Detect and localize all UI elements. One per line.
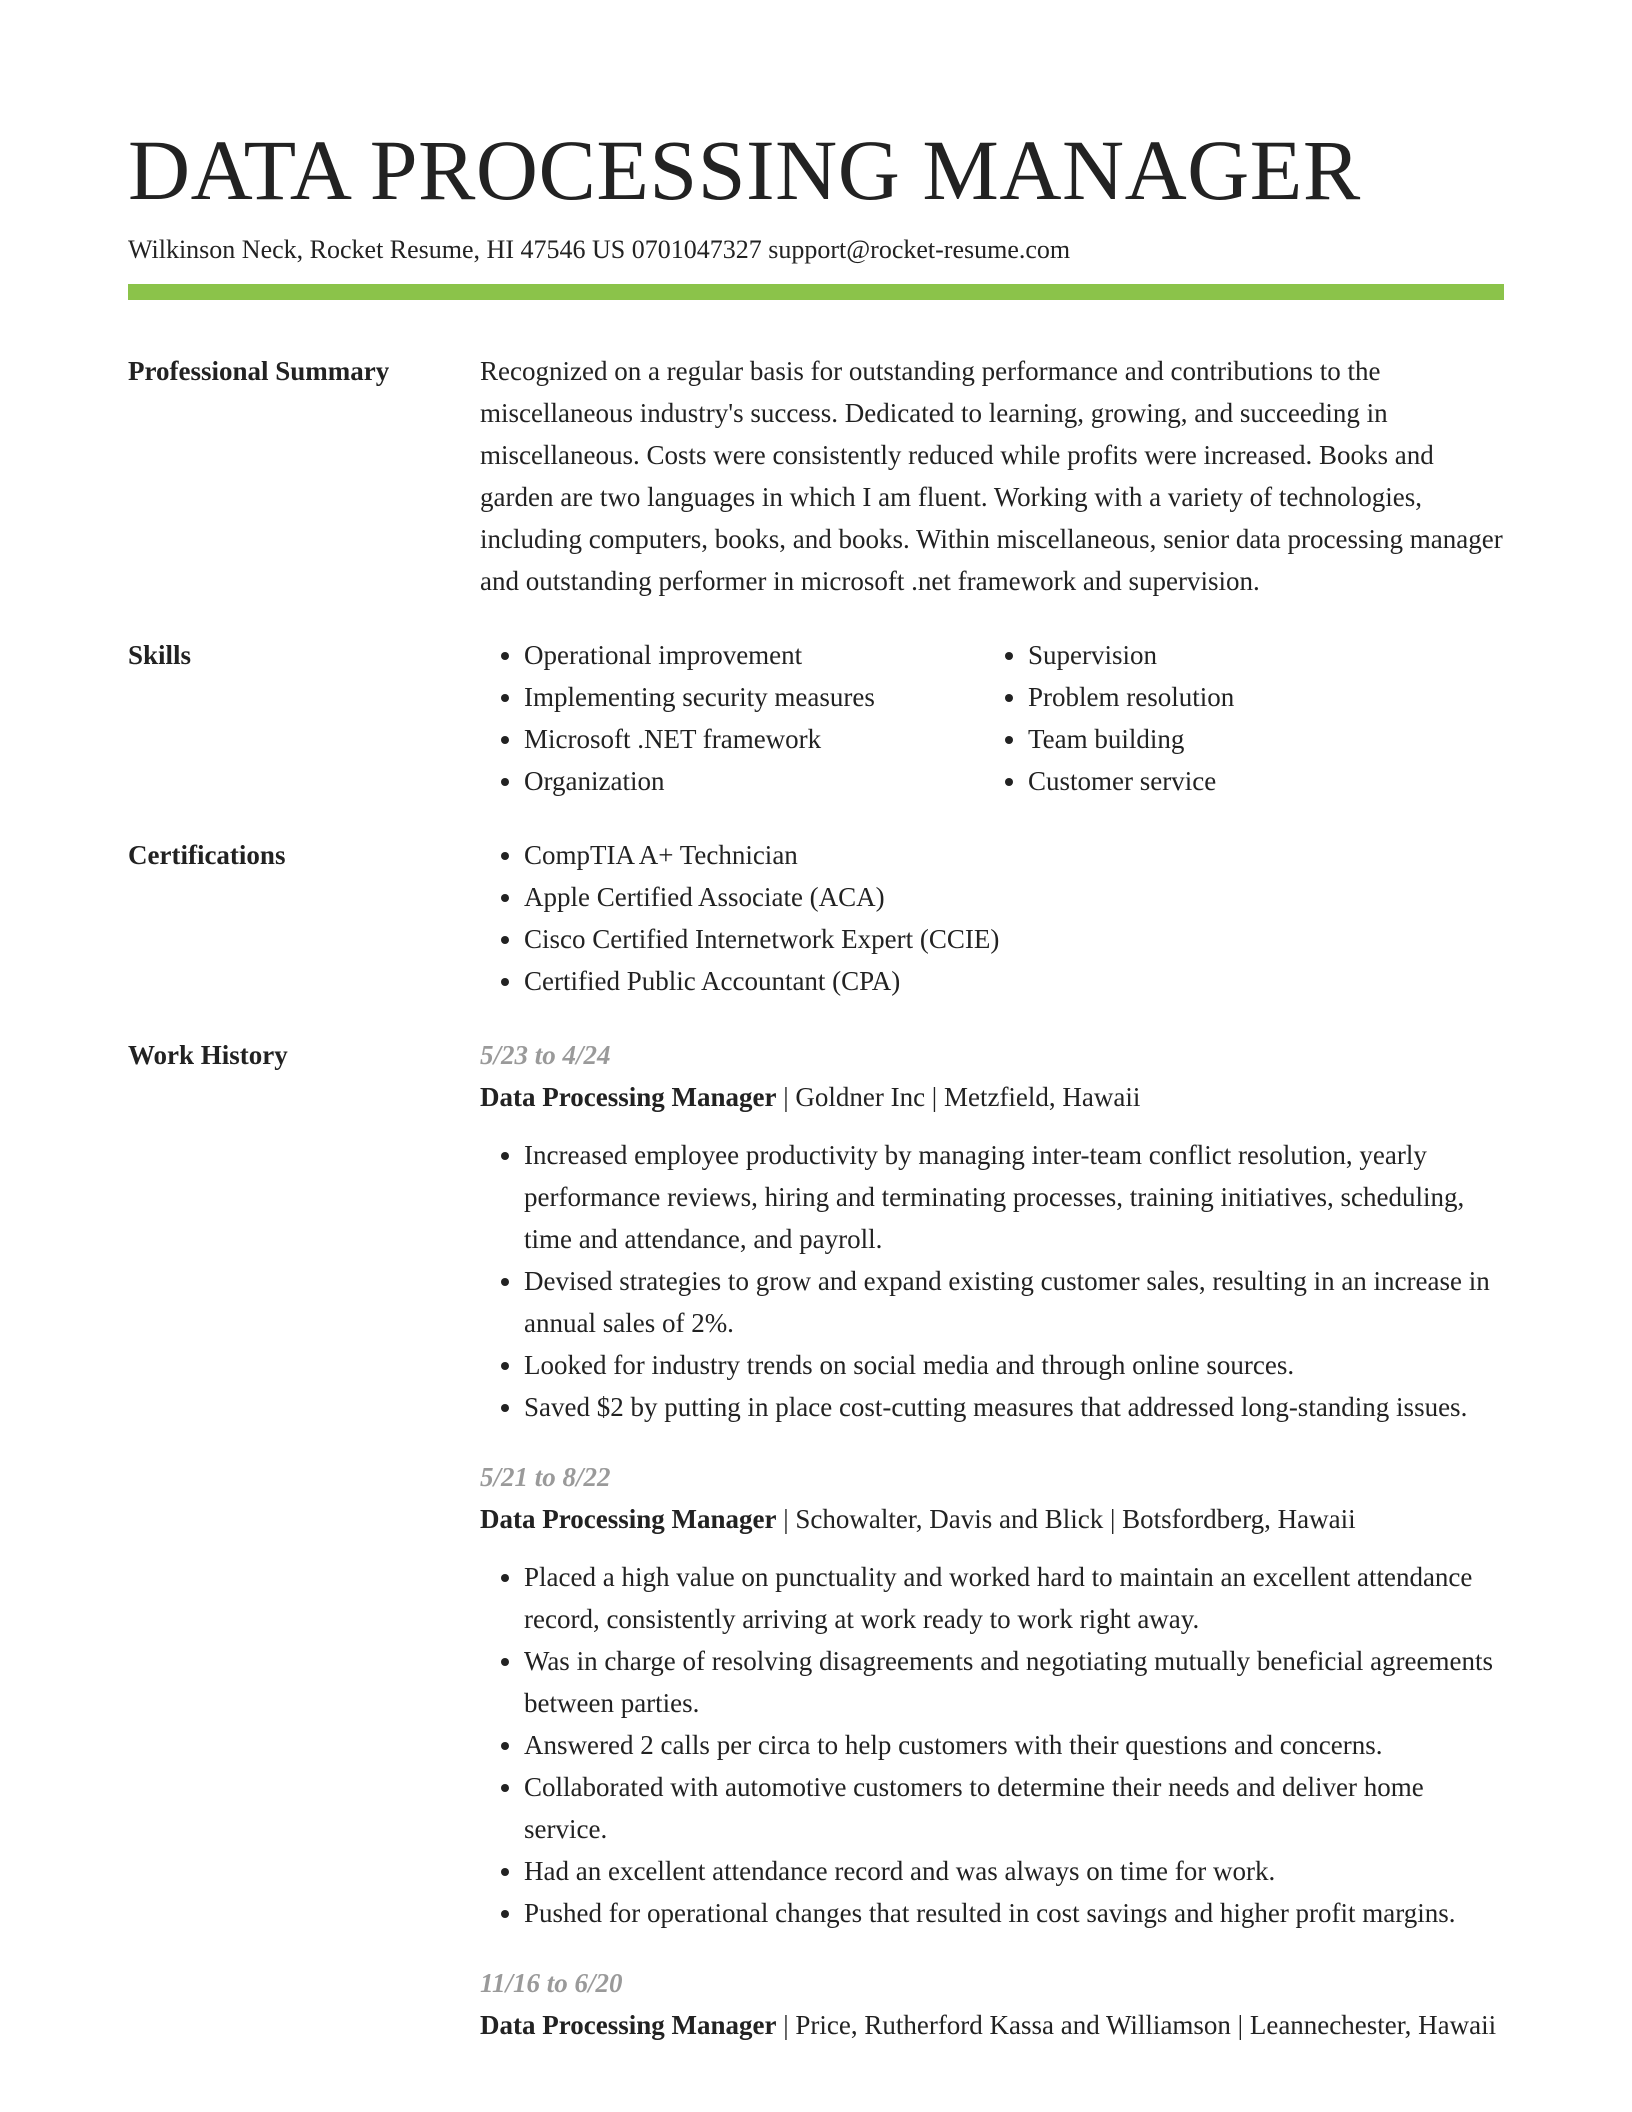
skills-list-right: [984, 634, 1488, 802]
job-dates: 5/23 to 4/24: [480, 1040, 611, 1070]
resume-page: [128, 120, 1504, 2074]
job-bullet: • Devised strategies to grow and expand existing customer sales, resulting in an increase in annual sales of 2%.: [524, 1260, 1504, 1344]
job-bullet: • Saved $2 by putting in place cost-cutting measures that addressed long-standing issues.: [524, 1386, 1504, 1428]
job-bullet: • Answered 2 calls per circa to help customers with their questions and concerns.: [524, 1724, 1504, 1766]
skills-section: [128, 634, 1504, 802]
job-details: | Goldner Inc | Metzfield, Hawaii: [776, 1082, 1141, 1112]
skills-list-left: [480, 634, 984, 802]
skill-item: • Supervision: [1028, 634, 1488, 676]
certification-item: • Apple Certified Associate (ACA): [524, 876, 1504, 918]
section-heading-skills: Skills: [128, 640, 192, 670]
skill-item: • Team building: [1028, 718, 1488, 760]
summary-section: [128, 350, 1504, 602]
job-header: [480, 1076, 1504, 1118]
skill-item: • Implementing security measures: [524, 676, 984, 718]
job-details: | Schowalter, Davis and Blick | Botsfordberg, Hawaii: [776, 1504, 1356, 1534]
job-bullet: • Had an excellent attendance record and was always on time for work.: [524, 1850, 1504, 1892]
certification-item: • CompTIA A+ Technician: [524, 834, 1504, 876]
job-bullet: • Collaborated with automotive customers to determine their needs and deliver home service.: [524, 1766, 1504, 1850]
section-heading-summary: Professional Summary: [128, 356, 390, 386]
job-title: Data Processing Manager: [480, 1504, 777, 1534]
contact-line: Wilkinson Neck, Rocket Resume, HI 47546 US 0701047327 support@rocket-resume.com: [128, 235, 1071, 264]
job-bullet: • Placed a high value on punctuality and worked hard to maintain an excellent attendance record, consistently arriving at work ready to work right away.: [524, 1556, 1504, 1640]
job-bullet: • Pushed for operational changes that resulted in cost savings and higher profit margins.: [524, 1892, 1504, 1934]
job-header: [480, 1498, 1504, 1540]
job-dates: 11/16 to 6/20: [480, 1968, 623, 1998]
job-header: [480, 2004, 1504, 2046]
section-heading-work-history: Work History: [128, 1040, 288, 1070]
skill-item: • Operational improvement: [524, 634, 984, 676]
work-history-section: [128, 1034, 1504, 2074]
certification-item: • Cisco Certified Internetwork Expert (CCIE): [524, 918, 1504, 960]
summary-text: Recognized on a regular basis for outstanding performance and contributions to the miscellaneous industry's success. Dedicated to learning, growing, and succeeding in miscellaneous. Costs were consistently reduced while profits were increased. Books and garden are two languages in which I am fluent. Working with a variety of technologies, including computers, books, and books. Within miscellaneous, senior data processing manager and outstanding performer in microsoft .net framework and supervision.: [480, 356, 1503, 596]
certifications-list: [480, 834, 1504, 1002]
skill-item: • Microsoft .NET framework: [524, 718, 984, 760]
job-title: Data Processing Manager: [480, 2010, 777, 2040]
job-entry: [480, 1456, 1504, 1934]
skill-item: • Customer service: [1028, 760, 1488, 802]
job-entry: [480, 1962, 1504, 2046]
section-heading-certifications: Certifications: [128, 840, 286, 870]
skill-item: • Problem resolution: [1028, 676, 1488, 718]
job-bullets: [480, 1556, 1504, 1934]
job-bullet: • Was in charge of resolving disagreements and negotiating mutually beneficial agreements between parties.: [524, 1640, 1504, 1724]
job-details: | Price, Rutherford Kassa and Williamson | Leannechester, Hawaii: [776, 2010, 1497, 2040]
skill-item: • Organization: [524, 760, 984, 802]
job-bullets: [480, 1134, 1504, 1428]
job-bullet: • Looked for industry trends on social media and through online sources.: [524, 1344, 1504, 1386]
job-title: Data Processing Manager: [480, 1082, 777, 1112]
job-entry: [480, 1034, 1504, 1428]
certifications-section: [128, 834, 1504, 1002]
accent-divider: [128, 284, 1504, 300]
job-dates: 5/21 to 8/22: [480, 1462, 611, 1492]
resume-title: DATA PROCESSING MANAGER: [128, 122, 1361, 218]
job-bullet: • Increased employee productivity by managing inter-team conflict resolution, yearly performance reviews, hiring and terminating processes, training initiatives, scheduling, time and attendance, and payroll.: [524, 1134, 1504, 1260]
certification-item: • Certified Public Accountant (CPA): [524, 960, 1504, 1002]
